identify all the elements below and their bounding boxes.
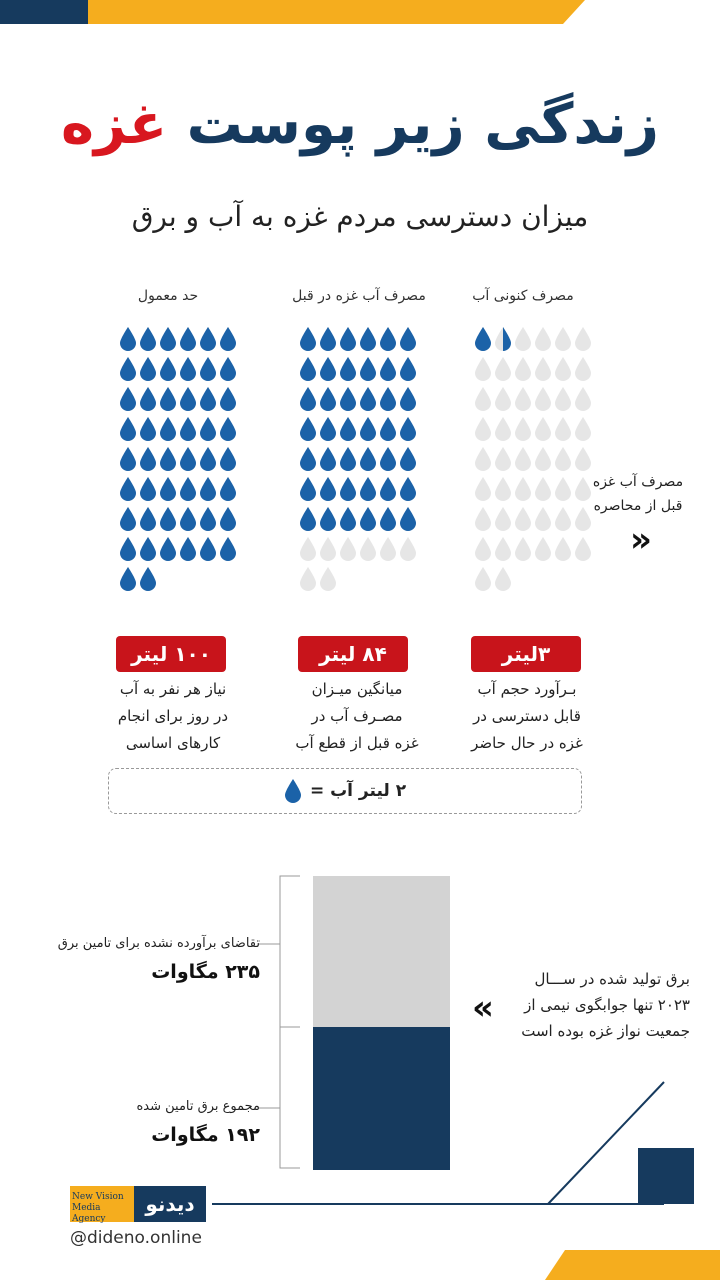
water-drop-icon	[319, 506, 337, 532]
amount-badge-before: ۸۴ لیتر	[298, 636, 408, 672]
water-drop-icon	[379, 506, 397, 532]
water-drop-icon	[319, 416, 337, 442]
water-drop-icon	[494, 326, 512, 352]
water-drop-icon	[359, 416, 377, 442]
water-drop-icon	[139, 356, 157, 382]
description-before: میانگین میـزان مصـرف آب در غزه قبل از قطع آب	[295, 680, 419, 752]
water-drop-icon	[514, 476, 532, 502]
water-drop-icon	[494, 566, 512, 592]
water-drop-icon	[319, 476, 337, 502]
water-drop-icon	[319, 326, 337, 352]
water-drop-icon	[179, 356, 197, 382]
water-drop-icon	[219, 416, 237, 442]
water-drop-icon	[474, 536, 492, 562]
water-drop-icon	[159, 476, 177, 502]
water-drop-icon	[554, 356, 572, 382]
amount-badge-normal: ۱۰۰ لیتر	[116, 636, 226, 672]
water-drop-icon	[219, 326, 237, 352]
water-drop-icon	[379, 326, 397, 352]
water-drop-icon	[339, 446, 357, 472]
water-drop-icon	[219, 386, 237, 412]
water-drop-icon	[339, 326, 357, 352]
water-drop-icon	[179, 416, 197, 442]
water-drop-icon	[474, 506, 492, 532]
water-drop-icon	[119, 536, 137, 562]
page-subtitle: میزان دسترسی مردم غزه به آب و برق	[131, 200, 589, 233]
water-drop-icon	[159, 386, 177, 412]
water-drop-icon	[339, 416, 357, 442]
water-drop-icon	[119, 476, 137, 502]
water-drop-icon	[534, 506, 552, 532]
water-drop-icon	[474, 326, 492, 352]
water-drop-icon	[554, 416, 572, 442]
water-drop-icon	[514, 326, 532, 352]
water-drop-icon	[574, 356, 592, 382]
water-drop-icon	[299, 566, 317, 592]
water-drop-icon	[494, 386, 512, 412]
water-drop-icon	[319, 566, 337, 592]
water-drop-icon	[319, 356, 337, 382]
water-drop-icon	[179, 326, 197, 352]
water-drop-icon	[219, 476, 237, 502]
water-drop-icon	[199, 326, 217, 352]
water-drop-icon	[359, 386, 377, 412]
water-drop-icon	[534, 326, 552, 352]
water-drop-icon	[379, 476, 397, 502]
water-drop-icon	[379, 536, 397, 562]
water-drop-icon	[299, 326, 317, 352]
water-drop-icon	[359, 536, 377, 562]
water-drop-icon	[494, 476, 512, 502]
water-drop-icon	[359, 506, 377, 532]
water-drop-icon	[339, 356, 357, 382]
water-drop-icon	[534, 536, 552, 562]
water-drop-icon	[379, 356, 397, 382]
water-drop-icon	[179, 476, 197, 502]
water-drop-icon	[299, 506, 317, 532]
water-drop-icon	[299, 386, 317, 412]
water-drop-icon	[534, 416, 552, 442]
water-drop-icon	[514, 506, 532, 532]
water-drop-icon	[514, 446, 532, 472]
water-drop-icon	[554, 446, 572, 472]
water-drop-icon	[474, 356, 492, 382]
water-drop-icon	[554, 386, 572, 412]
water-drop-icon	[359, 476, 377, 502]
drop-grid-current	[473, 326, 603, 596]
water-drop-icon	[399, 476, 417, 502]
water-drop-icon	[299, 476, 317, 502]
legend-label: ۲ لیتر آب =	[309, 781, 407, 801]
water-drop-icon	[219, 536, 237, 562]
water-drop-icon	[494, 356, 512, 382]
water-drop-icon	[284, 778, 302, 804]
water-drop-icon	[179, 386, 197, 412]
water-drop-icon	[534, 476, 552, 502]
drop-grid-normal	[118, 326, 248, 596]
column-header-before: مصرف آب غزه در قبل	[292, 288, 426, 304]
water-drop-icon	[159, 416, 177, 442]
water-drop-icon	[119, 386, 137, 412]
water-drop-icon	[474, 416, 492, 442]
water-drop-icon	[139, 536, 157, 562]
water-drop-icon	[399, 356, 417, 382]
water-drop-icon	[514, 416, 532, 442]
water-drop-icon	[494, 416, 512, 442]
water-drop-icon	[139, 416, 157, 442]
brand-logo: New Vision Media Agency دیدنو	[70, 1186, 206, 1222]
water-drop-icon	[199, 506, 217, 532]
water-drop-icon	[574, 446, 592, 472]
water-drop-icon	[179, 536, 197, 562]
water-drop-icon	[119, 566, 137, 592]
social-handle: @dideno.online	[70, 1228, 202, 1248]
water-drop-icon	[379, 416, 397, 442]
description-normal: نیاز هر نفر به آب در روز برای انجام کارهای اساسی	[117, 680, 229, 752]
water-drop-icon	[219, 356, 237, 382]
water-drop-icon	[199, 386, 217, 412]
water-drop-icon	[199, 536, 217, 562]
column-header-normal: حد معمول	[137, 288, 199, 304]
water-drop-icon	[474, 386, 492, 412]
amount-badge-current: ۳لیتر	[471, 636, 581, 672]
water-drop-icon	[339, 386, 357, 412]
water-drop-icon	[339, 476, 357, 502]
water-drop-icon	[474, 566, 492, 592]
water-drop-icon	[139, 566, 157, 592]
water-drop-icon	[379, 386, 397, 412]
supplied-power-label: مجموع برق تامین شده ۱۹۲ مگاوات	[136, 1099, 260, 1146]
electricity-note: برق تولید شده در ســـال ۲۰۲۳ تنها جوابگوی نیمی از جمعیت نواز غزه بوده است	[521, 970, 690, 1040]
water-drop-icon	[359, 356, 377, 382]
water-drop-icon	[494, 446, 512, 472]
column-header-current: مصرف کنونی آب	[472, 288, 574, 304]
bar-supplied-power	[313, 1027, 450, 1170]
chevron-left-icon: «	[630, 520, 646, 560]
water-drop-icon	[119, 446, 137, 472]
water-drop-icon	[299, 446, 317, 472]
water-drop-icon	[474, 476, 492, 502]
water-drop-icon	[159, 536, 177, 562]
water-drop-icon	[139, 386, 157, 412]
unmet-demand-label: تقاضای برآورده نشده برای تامین برق ۲۳۵ مگاوات	[57, 936, 260, 983]
water-drop-icon	[474, 446, 492, 472]
water-drop-icon	[494, 536, 512, 562]
page-title: زندگی زیر پوست غزه	[60, 92, 660, 157]
water-drop-icon	[554, 326, 572, 352]
water-drop-icon	[119, 416, 137, 442]
water-drop-icon	[554, 536, 572, 562]
water-drop-icon	[199, 416, 217, 442]
water-drop-icon	[399, 386, 417, 412]
description-current: بـرآورد حجم آب قابل دسترسی در غزه در حال حاضر	[471, 680, 583, 752]
water-drop-icon	[219, 446, 237, 472]
water-drop-icon	[319, 536, 337, 562]
water-drop-icon	[339, 506, 357, 532]
drop-grid-before	[298, 326, 428, 596]
water-drop-icon	[159, 356, 177, 382]
water-drop-icon	[514, 386, 532, 412]
water-drop-icon	[554, 476, 572, 502]
water-drop-icon	[359, 446, 377, 472]
water-drop-icon	[299, 356, 317, 382]
water-drop-icon	[159, 506, 177, 532]
water-drop-icon	[119, 326, 137, 352]
water-drop-icon	[299, 536, 317, 562]
water-drop-icon	[139, 506, 157, 532]
water-drop-icon	[319, 386, 337, 412]
water-drop-icon	[514, 356, 532, 382]
water-drop-icon	[399, 506, 417, 532]
water-drop-icon	[319, 446, 337, 472]
water-drop-icon	[219, 506, 237, 532]
chevron-left-icon: «	[472, 988, 488, 1028]
legend-box	[108, 768, 582, 814]
water-drop-icon	[574, 416, 592, 442]
water-drop-icon	[199, 446, 217, 472]
water-drop-icon	[139, 476, 157, 502]
water-drop-icon	[494, 506, 512, 532]
water-drop-icon	[399, 536, 417, 562]
water-drop-icon	[199, 356, 217, 382]
water-drop-icon	[574, 326, 592, 352]
water-drop-icon	[399, 326, 417, 352]
water-drop-icon	[399, 416, 417, 442]
bar-unmet-demand	[313, 876, 450, 1027]
water-drop-icon	[159, 446, 177, 472]
water-drop-icon	[199, 476, 217, 502]
water-drop-icon	[119, 356, 137, 382]
pre-siege-note: مصرف آب غزه قبل از محاصره «	[578, 470, 698, 552]
water-drop-icon	[379, 446, 397, 472]
water-drop-icon	[554, 506, 572, 532]
water-drop-icon	[534, 356, 552, 382]
water-drop-icon	[339, 536, 357, 562]
water-drop-icon	[514, 536, 532, 562]
water-drop-icon	[299, 416, 317, 442]
water-drop-icon	[359, 326, 377, 352]
water-drop-icon	[139, 446, 157, 472]
water-drop-icon	[119, 506, 137, 532]
water-drop-icon	[179, 446, 197, 472]
water-drop-icon	[574, 386, 592, 412]
water-drop-icon	[159, 326, 177, 352]
water-drop-icon	[534, 446, 552, 472]
water-drop-icon	[534, 386, 552, 412]
water-drop-icon	[179, 506, 197, 532]
water-drop-icon	[139, 326, 157, 352]
water-drop-icon	[399, 446, 417, 472]
